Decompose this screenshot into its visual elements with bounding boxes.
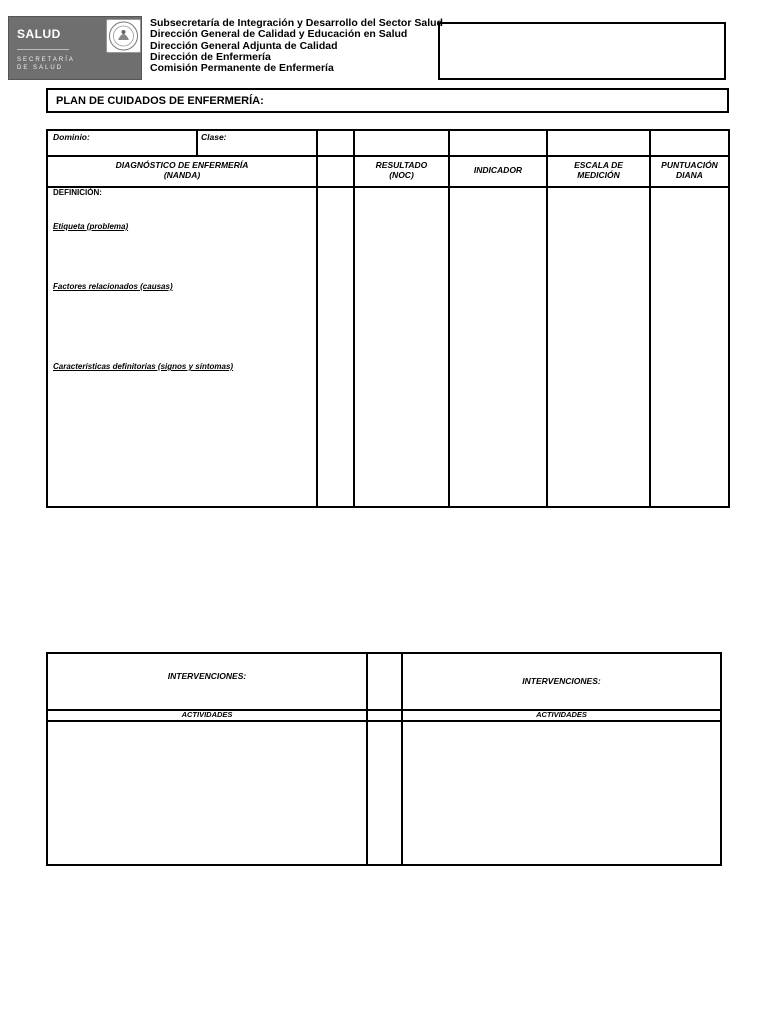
diagnostico-header-line1: DIAGNÓSTICO DE ENFERMERÍA (115, 160, 249, 170)
header-line-1: Subsecretaría de Integración y Desarrollo del Sector Salud (150, 17, 443, 29)
grid-col-divider-4 (546, 131, 548, 506)
activities-right-label: ACTIVIDADES (536, 710, 587, 719)
grid-col-divider-5 (649, 131, 651, 506)
puntuacion-header (651, 160, 728, 180)
escala-header-line2: MEDICIÓN (577, 170, 620, 180)
national-seal-icon (106, 19, 141, 53)
puntuacion-header-line1: PUNTUACIÓN (661, 160, 718, 170)
grid-col-divider-3 (448, 131, 450, 506)
header-line-2: Dirección General de Calidad y Educación en Salud (150, 28, 408, 41)
resultado-header-line2: (NOC) (389, 170, 414, 180)
grid-row-divider-1 (48, 155, 728, 157)
dominio-label: Dominio: (53, 132, 90, 142)
header-line-3: Dirección General Adjunta de Calidad (150, 39, 338, 52)
interventions-left-title: INTERVENCIONES: (167, 671, 247, 681)
clase-label: Clase: (201, 132, 227, 142)
grid-col-divider-1 (316, 131, 318, 506)
logo-divider (17, 49, 69, 50)
interventions-divider-1 (366, 654, 368, 864)
grid-row-divider-2 (48, 186, 728, 188)
plan-title-box (46, 88, 729, 113)
grid-col-divider-2 (353, 131, 355, 506)
diagnostico-header-line2: (NANDA) (163, 170, 201, 180)
resultado-header (355, 160, 448, 180)
escala-header-line1: ESCALA DE (574, 160, 623, 170)
header-line-5: Comisión Permanente de Enfermería (150, 62, 334, 75)
header-line-4: Dirección de Enfermería (150, 50, 271, 63)
caracteristicas-label: Características definitorias (signos y síntomas) (53, 362, 234, 371)
resultado-header-line1: RESULTADO (375, 160, 428, 170)
indicador-header: INDICADOR (473, 165, 523, 175)
plan-title: PLAN DE CUIDADOS DE ENFERMERÍA: (56, 95, 264, 107)
dominio-clase-divider (196, 131, 198, 156)
interventions-grid (46, 652, 722, 866)
logo-brand: SALUD (17, 27, 61, 41)
escala-header (548, 160, 649, 180)
diagnostico-header (48, 160, 316, 180)
care-plan-grid (46, 129, 730, 508)
activities-left-label: ACTIVIDADES (181, 710, 233, 719)
institution-header (150, 18, 443, 74)
factores-label: Factores relacionados (causas) (53, 282, 173, 291)
etiqueta-label: Etiqueta (problema) (53, 222, 129, 231)
salud-logo (8, 16, 142, 80)
puntuacion-header-line2: DIANA (676, 170, 703, 180)
interventions-right-title: INTERVENCIONES: (522, 676, 601, 686)
logo-subtitle-2: DE SALUD (17, 65, 64, 71)
interventions-row-divider-2 (48, 720, 720, 722)
logo-subtitle-1: SECRETARÍA (17, 57, 75, 63)
definicion-label: DEFINICIÓN: (53, 188, 102, 197)
header-blank-box[interactable] (438, 22, 726, 80)
